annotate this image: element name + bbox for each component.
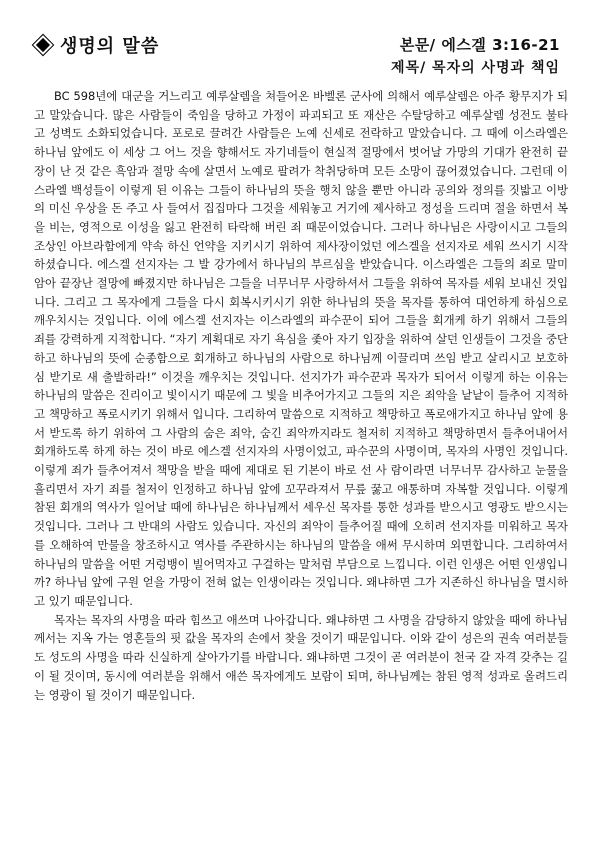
- paragraph-1: BC 598년에 대군을 거느리고 예루살렘을 쳐들어온 바벨론 군사에 의해서 예루살렘은 아주 황무지가 되고 말았습니다. 많은 사람들이 죽임을 당하고 가정이 파괴되고 또 재산은 수탈당하고 예루살렘 성전도 불타고 성벽도 소화되었습니다. 포로로 끌려간 사람들은 노예 신세로 전락하고 말았습니다. 그 때에 이스라엘은 하나님 앞에도 이 세상 그 어느 것을 향해서도 자기네들이 현실적 절망에서 벗어날 가망의 기대가 완전히 끝장이 난 것 같은 흑암과 절망 속에 살면서 노예로 팔려가 착취당하며 모든 소망이 끊어졌었습니다. 그런데 이스라엘 백성들이 이렇게 된 이유는 그들이 하나님의 뜻을 행치 않을 뿐만 아니라 공의와 정의를 짓밟고 이방의 미신 우상을 돈 주고 사 들여서 집집마다 그것을 세워놓고 거기에 제사하고 정성을 드리며 절을 하면서 복을 비는, 영적으로 이성을 잃고 완전히 타락해 버린 죄 때문이었습니다. 그러나 하나님은 사랑이시고 그들의 조상인 아브라함에게 약속 하신 언약을 지키시기 위하여 제사장이었던 에스겔을 선지자로 세워 쓰시기 시작하셨습니다. 에스겔 선지자는 그 발 강가에서 하나님의 부르심을 받았습니다. 이스라엘은 그들의 죄로 말미암아 끝장난 절망에 빠졌지만 하나님은 그들을 너무너무 사랑하셔서 그들을 위하여 목자를 세워 보내신 것입니다. 그리고 그 목자에게 그들을 다시 회복시키시기 위한 하나님의 뜻을 목자를 통하여 대언하게 하심으로 깨우치시는 것입니다. 이에 에스겔 선지자는 이스라엘의 파수꾼이 되어 그들을 회개케 하기 위해서 그들의 죄를 강력하게 지적합니다. “자기 계획대로 자기 욕심을 좇아 자기 입장을 위하여 살던 인생들이 그것을 중단하고 하나님의 뜻에 순종함으로 회개하고 하나님의 사람으로 하나님께 이끌리며 쓰임 받고 살리시고 보호하심 받기로 새 출발하라!” 이것을 깨우치는 것입니다. 선지가가 파수꾼과 목자가 되어서 이렇게 하는 이유는 하나님의 말씀은 진리이고 빛이시기 때문에 그 빛을 비추어가지고 그들의 지은 죄악을 낱낱이 들추어 지적하고 책망하고 폭로시키기 위해서 입니다. 그리하여 말씀으로 지적하고 책망하고 폭로애가지고 하나님 앞에 용서 받도록 하기 위하여 그 사람의 숨은 죄악, 숨긴 죄악까지라도 철저히 지적하고 책망하면서 들추어내어서 회개하도록 하게 하는 것이 바로 에스겔 선지자의 사명이었고, 파수꾼의 사명이며, 목자의 사명인 것입니다. 이렇게 죄가 들추어져서 책망을 받을 때에 제대로 된 기본이 바로 선 사 람이라면 너무너무 감사하고 눈물을 흘리면서 자기 죄를 철저이 인정하고 하나님 앞에 꼬꾸라져서 무릎 꿇고 애통하며 자복할 것입니다. 이렇게 참된 회개의 역사가 일어날 때에 하나님은 하나님께서 세우신 목자를 통한 성과를 받으시고 영광도 받으시는 것입니다. 그러나 그 반대의 사람도 있습니다. 자신의 죄악이 들추어질 때에 오히려 선지자를 미워하고 목자를 오해하여 만물을 창조하시고 역사를 주관하시는 하나님의 말씀을 애써 무시하며 외면합니다. 그리하여서 하나님의 말씀을 어떤 거렁뱅이 빌어먹자고 구걸하는 말처럼 부담으로 느낍니다. 이런 인생은 어떤 인생입니까? 하나님 앞에 구원 얻을 가망이 전혀 없는 인생이라는 것입니다. 왜냐하면 그가 지존하신 하나님을 멸시하고 있기 때문입니다.: [34, 89, 568, 608]
- sermon-body: [34, 87, 568, 704]
- paragraph-2: 목자는 목자의 사명을 따라 힘쓰고 애쓰며 나아갑니다. 왜냐하면 그 사명을 감당하지 않았을 때에 하나님께서는 지옥 가는 영혼들의 핏 값을 목자의 손에서 찾을 것이기 때문입니다. 이와 같이 성은의 권속 여러분들도 성도의 사명을 따라 신실하게 살아가기를 바랍니다. 왜냐하면 그것이 곧 여러분이 천국 갈 자격 갖추는 길이 될 것이며, 동시에 여러분을 위해서 애쓴 목자에게도 보람이 되며, 하나님께는 참된 영적 성과로 올려드리는 영광이 될 것이기 때문입니다.: [34, 612, 568, 702]
- sermon-title: 제목/ 목자의 사명과 책임: [391, 60, 560, 76]
- scripture-reference: 본문/ 에스겔 3:16-21: [399, 36, 560, 54]
- diamond-bullet-icon: [36, 38, 50, 52]
- section-title-text: 생명의 말씀: [60, 36, 160, 57]
- section-title: [34, 32, 159, 58]
- page-header: [34, 28, 574, 92]
